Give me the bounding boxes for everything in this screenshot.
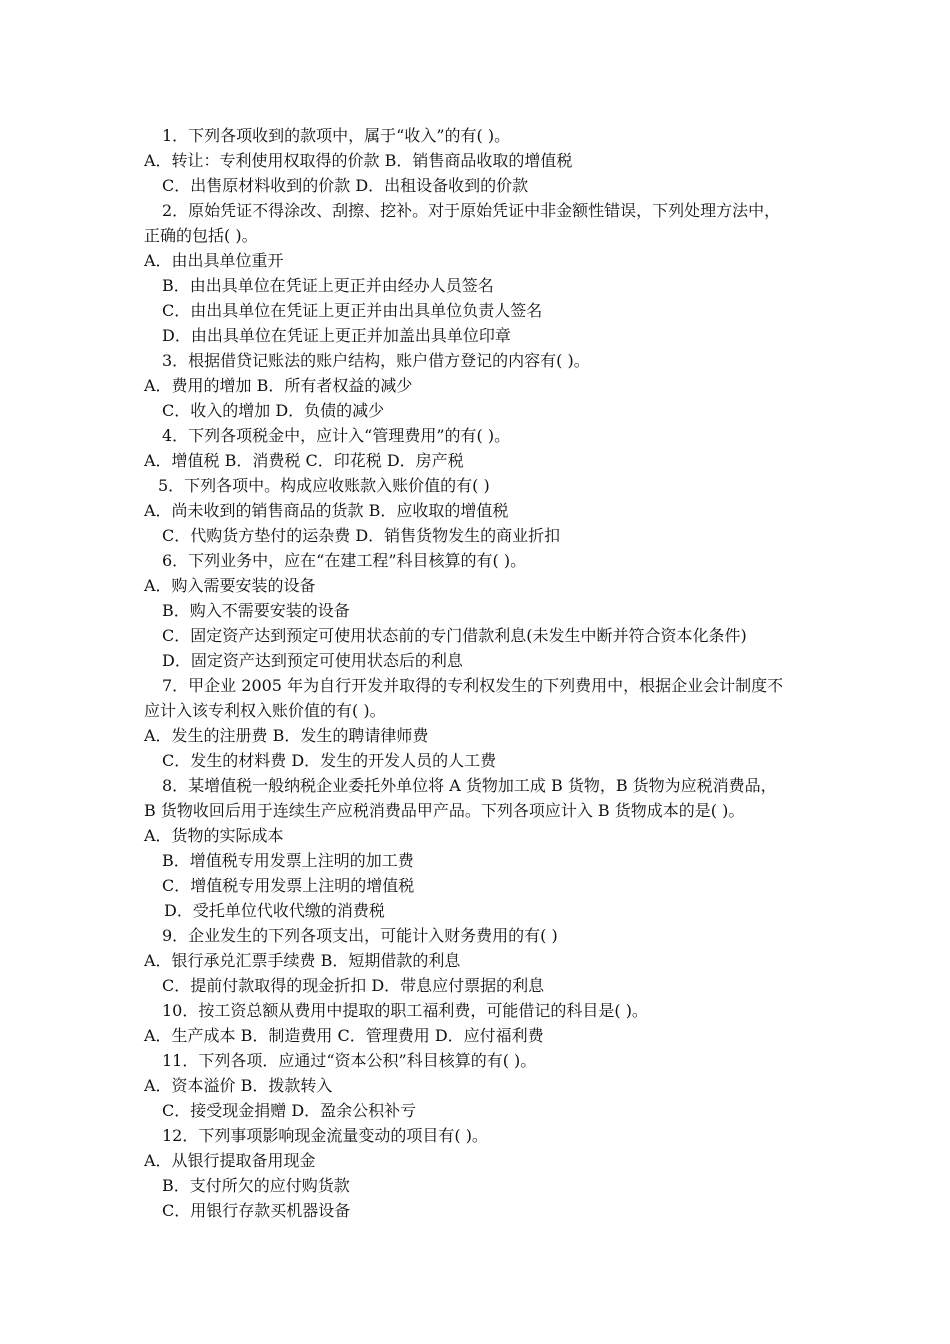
question-8-option-c: C．增值税专用发票上注明的增值税 [162,876,415,895]
question-8-continued: B 货物收回后用于连续生产应税消费品甲产品。下列各项应计入 B 货物成本的是( )。 [144,801,745,820]
question-10: 10．按工资总额从费用中提取的职工福利费，可能借记的科目是( )。 [162,1001,648,1020]
question-3: 3．根据借贷记账法的账户结构，账户借方登记的内容有( )。 [162,351,590,370]
question-7-options-cd: C．发生的材料费 D．发生的开发人员的人工费 [162,751,497,770]
question-2-option-c: C．由出具单位在凭证上更正并由出具单位负责人签名 [162,301,543,320]
question-5: 5．下列各项中。构成应收账款入账价值的有( ) [158,476,490,495]
question-12-option-a: A．从银行提取备用现金 [144,1151,316,1170]
question-5-options-cd: C．代购货方垫付的运杂费 D．销售货物发生的商业折扣 [162,526,561,545]
question-6: 6．下列业务中，应在“在建工程”科目核算的有( )。 [162,551,527,570]
question-3-options-ab: A．费用的增加 B．所有者权益的减少 [144,376,413,395]
question-8-option-b: B．增值税专用发票上注明的加工费 [162,851,414,870]
question-7-options-ab: A．发生的注册费 B．发生的聘请律师费 [144,726,429,745]
question-6-option-a: A．购入需要安装的设备 [144,576,316,595]
question-9: 9．企业发生的下列各项支出，可能计入财务费用的有( ) [162,926,558,945]
question-1: 1．下列各项收到的款项中，属于“收入”的有( )。 [162,126,511,145]
question-8-option-a: A．货物的实际成本 [144,826,284,845]
question-5-options-ab: A．尚未收到的销售商品的货款 B．应收取的增值税 [144,501,509,520]
question-12-option-b: B．支付所欠的应付购货款 [162,1176,350,1195]
question-8-option-d: D．受托单位代收代缴的消费税 [164,901,385,920]
question-2: 2．原始凭证不得涂改、刮擦、挖补。对于原始凭证中非金额性错误，下列处理方法中， [162,201,781,220]
question-4: 4．下列各项税金中，应计入“管理费用”的有( )。 [162,426,511,445]
question-11-options-cd: C．接受现金捐赠 D．盈余公积补亏 [162,1101,417,1120]
question-12: 12．下列事项影响现金流量变动的项目有( )。 [162,1126,488,1145]
question-6-option-b: B．购入不需要安装的设备 [162,601,350,620]
question-11-options-ab: A．资本溢价 B．拨款转入 [144,1076,333,1095]
question-2-continued: 正确的包括( )。 [144,226,258,245]
question-4-options: A．增值税 B．消费税 C．印花税 D．房产税 [144,451,464,470]
question-6-option-c: C．固定资产达到预定可使用状态前的专门借款利息(未发生中断并符合资本化条件) [162,626,747,645]
question-7-continued: 应计入该专利权入账价值的有( )。 [144,701,386,720]
question-12-option-c: C．用银行存款买机器设备 [162,1201,351,1220]
question-1-options-ab: A．转让：专利使用权取得的价款 B．销售商品收取的增值税 [144,151,573,170]
question-6-option-d: D．固定资产达到预定可使用状态后的利息 [162,651,463,670]
question-1-options-cd: C．出售原材料收到的价款 D．出租设备收到的价款 [162,176,529,195]
question-3-options-cd: C．收入的增加 D．负债的减少 [162,401,385,420]
question-7: 7．甲企业 2005 年为自行开发并取得的专利权发生的下列费用中，根据企业会计制度不 [162,676,784,695]
question-2-option-d: D．由出具单位在凭证上更正并加盖出具单位印章 [162,326,511,345]
question-11: 11．下列各项．应通过“资本公积”科目核算的有( )。 [162,1051,537,1070]
question-10-options: A．生产成本 B．制造费用 C．管理费用 D．应付福利费 [144,1026,544,1045]
question-2-option-a: A．由出具单位重开 [144,251,284,270]
question-8: 8．某增值税一般纳税企业委托外单位将 A 货物加工成 B 货物，B 货物为应税消费品， [162,776,777,795]
question-9-options-ab: A．银行承兑汇票手续费 B．短期借款的利息 [144,951,461,970]
question-9-options-cd: C．提前付款取得的现金折扣 D．带息应付票据的利息 [162,976,545,995]
question-2-option-b: B．由出具单位在凭证上更正并由经办人员签名 [162,276,494,295]
